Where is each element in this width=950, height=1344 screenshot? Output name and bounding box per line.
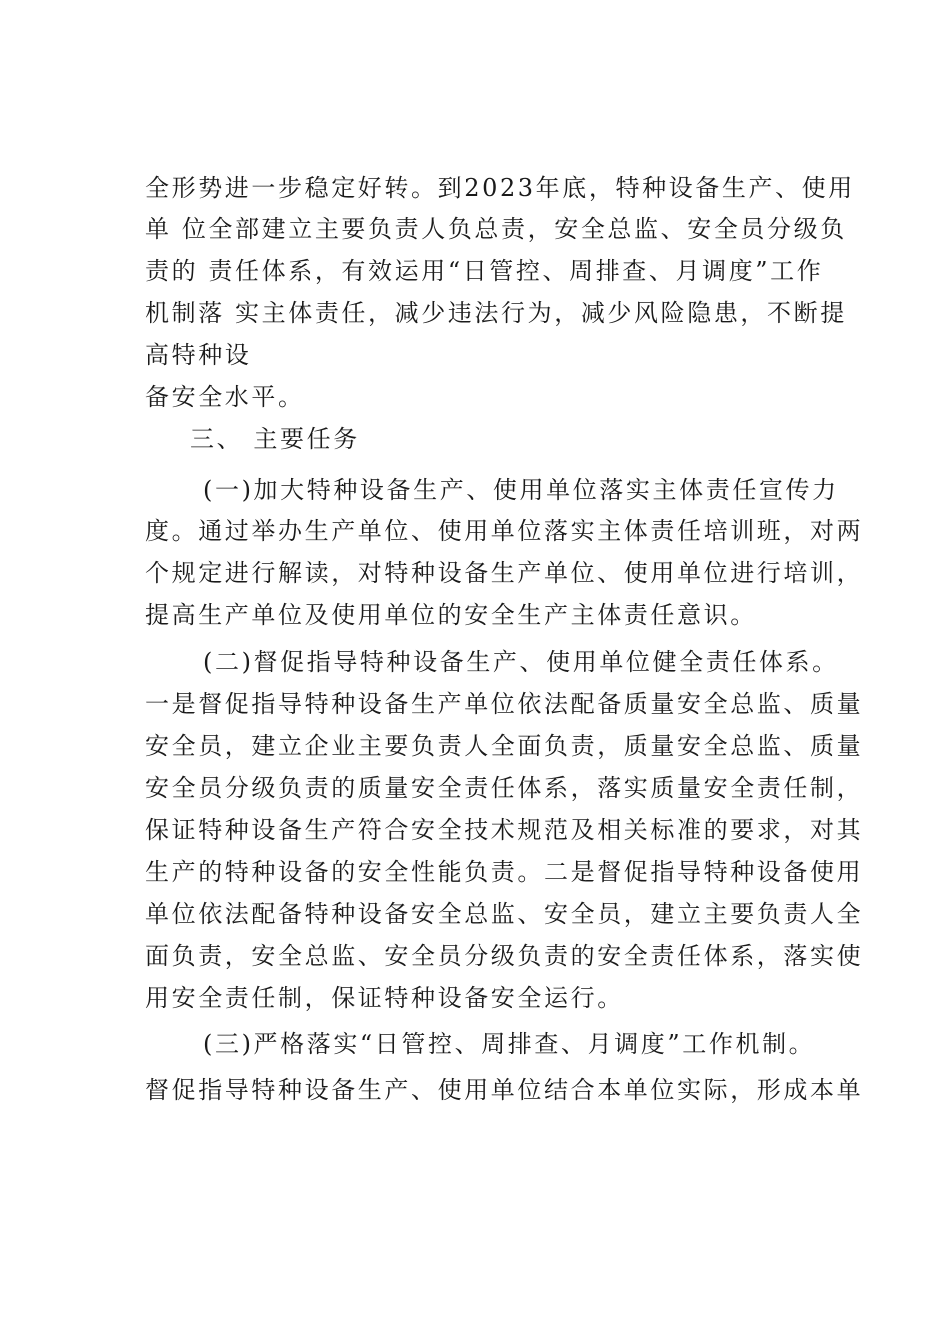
body-text-line: 单位依法配备特种设备安全总监、安全员，建立主要负责人全 <box>145 900 864 928</box>
body-text-line: 面负责，安全总监、安全员分级负责的安全责任体系，落实使 <box>145 942 864 970</box>
subsection-heading-line: (一)加大特种设备生产、使用单位落实主体责任宣传力 <box>203 476 839 504</box>
body-text-line: 单 位全部建立主要负责人负总责，安全总监、安全员分级负 <box>145 215 847 243</box>
subsection-heading-line: (三)严格落实“日管控、周排查、月调度”工作机制。 <box>203 1030 816 1058</box>
section-heading: 三、 主要任务 <box>190 425 360 453</box>
body-text-line: 保证特种设备生产符合安全技术规范及相关标准的要求，对其 <box>145 816 864 844</box>
body-text-line: 全形势进一步稳定好转。到2023年底，特种设备生产、使用 <box>145 174 855 202</box>
body-text-line: 用安全责任制，保证特种设备安全运行。 <box>145 984 624 1012</box>
body-text-line: 度。通过举办生产单位、使用单位落实主体责任培训班，对两 <box>145 517 864 545</box>
body-text-line: 一是督促指导特种设备生产单位依法配备质量安全总监、质量 <box>145 690 864 718</box>
subsection-heading-line: (二)督促指导特种设备生产、使用单位健全责任体系。 <box>203 648 839 676</box>
body-text-line: 机制落 实主体责任，减少违法行为，减少风险隐患，不断提 <box>145 299 847 327</box>
body-text-line: 督促指导特种设备生产、使用单位结合本单位实际，形成本单 <box>145 1076 864 1104</box>
body-text-line: 个规定进行解读，对特种设备生产单位、使用单位进行培训， <box>145 559 864 587</box>
body-text-line: 安全员，建立企业主要负责人全面负责，质量安全总监、质量 <box>145 732 864 760</box>
body-text-line: 责的 责任体系，有效运用“日管控、周排查、月调度”工作 <box>145 257 824 285</box>
body-text-line: 安全员分级负责的质量安全责任体系，落实质量安全责任制， <box>145 774 864 802</box>
body-text-line: 高特种设 <box>145 341 252 369</box>
body-text-line: 提高生产单位及使用单位的安全生产主体责任意识。 <box>145 601 757 629</box>
body-text-line: 生产的特种设备的安全性能负责。二是督促指导特种设备使用 <box>145 858 864 886</box>
body-text-line: 备安全水平。 <box>145 383 305 411</box>
